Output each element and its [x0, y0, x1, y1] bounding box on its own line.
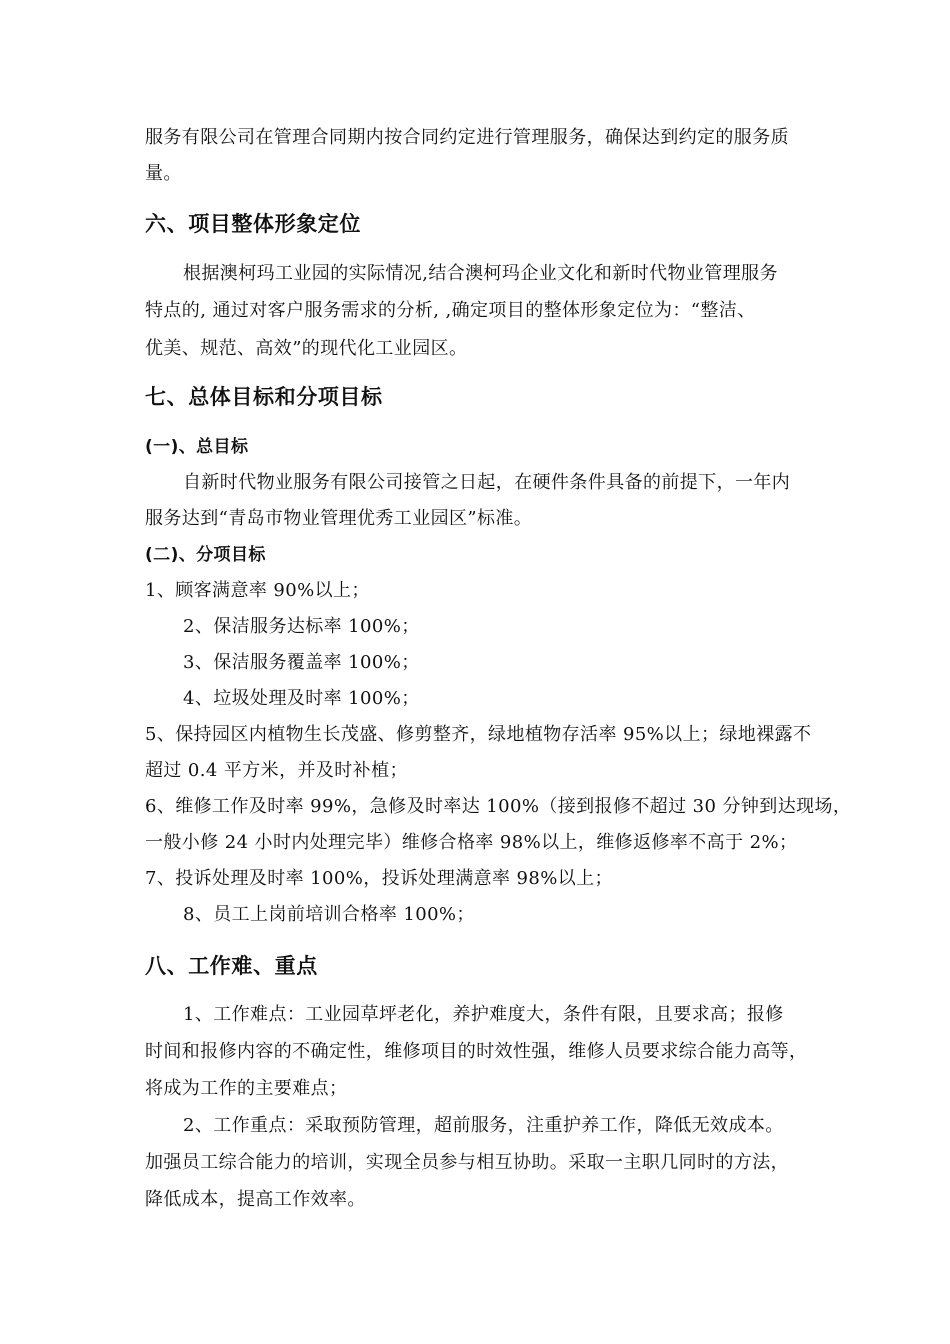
list-item: 4、垃圾处理及时率 100%； — [183, 688, 420, 709]
continuation-line-2: 量。 — [145, 163, 182, 184]
section-8-p2-line-3: 降低成本，提高工作效率。 — [145, 1189, 366, 1210]
section-8-p2-line-1: 2、工作重点：采取预防管理，超前服务，注重护养工作，降低无效成本。 — [183, 1115, 784, 1136]
section-7-heading: 七、总体目标和分项目标 — [145, 385, 383, 409]
section-6-para-line-2: 特点的, 通过对客户服务需求的分析, ,确定项目的整体形象定位为：“整洁、 — [145, 300, 756, 321]
list-item: 5、保持园区内植物生长茂盛、修剪整齐，绿地植物存活率 95%以上；绿地裸露不 — [145, 724, 812, 745]
section-8-p1-line-1: 1、工作难点：工业园草坪老化，养护难度大，条件有限，且要求高；报修 — [183, 1004, 784, 1025]
list-item: 2、保洁服务达标率 100%； — [183, 616, 420, 637]
list-item: 1、顾客满意率 90%以上； — [145, 580, 370, 601]
section-6-para-line-1: 根据澳柯玛工业园的实际情况,结合澳柯玛企业文化和新时代物业管理服务 — [183, 263, 778, 284]
list-item: 6、维修工作及时率 99%，急修及时率达 100%（接到报修不超过 30 分钟到达现场， — [145, 796, 852, 817]
section-8-p2-line-2: 加强员工综合能力的培训，实现全员参与相互协助。采取一主职几同时的方法， — [145, 1152, 789, 1173]
section-8-p1-line-2: 时间和报修内容的不确定性，维修项目的时效性强，维修人员要求综合能力高等， — [145, 1041, 808, 1062]
section-7-sub-1-heading: (一)、总目标 — [145, 437, 249, 457]
section-7-sub-1-line-1: 自新时代物业服务有限公司接管之日起，在硬件条件具备的前提下，一年内 — [183, 472, 791, 493]
list-item: 7、投诉处理及时率 100%，投诉处理满意率 98%以上； — [145, 868, 613, 889]
section-8-p1-line-3: 将成为工作的主要难点； — [145, 1078, 348, 1099]
section-7-sub-1-line-2: 服务达到“青岛市物业管理优秀工业园区”标准。 — [145, 508, 533, 529]
continuation-line-1: 服务有限公司在管理合同期内按合同约定进行管理服务，确保达到约定的服务质 — [145, 127, 789, 148]
list-item: 8、员工上岗前培训合格率 100%； — [183, 904, 475, 925]
section-6-para-line-3: 优美、规范、高效”的现代化工业园区。 — [145, 338, 468, 359]
section-8-heading: 八、工作难、重点 — [145, 954, 318, 978]
section-7-sub-2-heading: (二)、分项目标 — [145, 545, 266, 565]
section-6-heading: 六、项目整体形象定位 — [145, 212, 361, 236]
list-item: 一般小修 24 小时内处理完毕）维修合格率 98%以上，维修返修率不高于 2%； — [145, 832, 798, 853]
list-item: 超过 0.4 平方米，并及时补植； — [145, 760, 408, 781]
list-item: 3、保洁服务覆盖率 100%； — [183, 652, 420, 673]
